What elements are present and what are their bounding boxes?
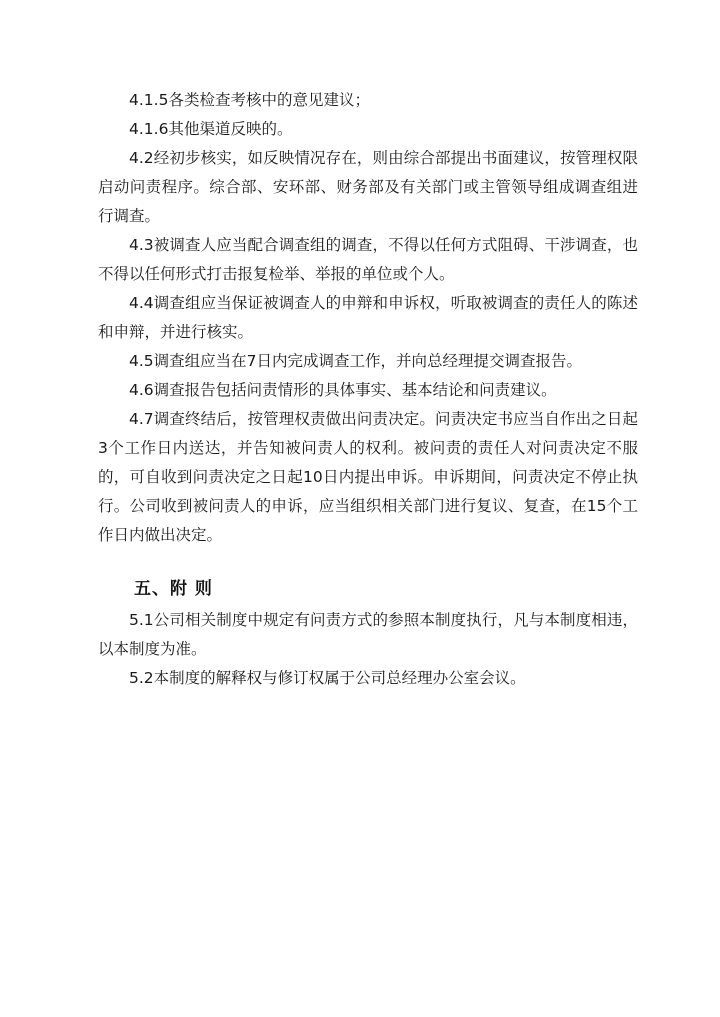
paragraph-4-1-6: 4.1.6其他渠道反映的。 xyxy=(129,120,293,138)
paragraph-4-2: 4.2经初步核实，如反映情况存在，则由综合部提出书面建议，按管理权限启动问责程序。综合部、安环部、财务部及有关部门或主管领导组成调查组进行调查。 xyxy=(98,149,638,225)
paragraph-4-1-5: 4.1.5各类检查考核中的意见建议； xyxy=(129,91,370,109)
paragraph-4-3: 4.3被调查人应当配合调查组的调查，不得以任何方式阻碍、干涉调查，也不得以任何形式打击报复检举、举报的单位或个人。 xyxy=(98,236,638,283)
paragraph-5-1: 5.1公司相关制度中规定有问责方式的参照本制度执行，凡与本制度相违，以本制度为准。 xyxy=(98,611,638,658)
paragraph-4-5: 4.5调查组应当在7日内完成调查工作，并向总经理提交调查报告。 xyxy=(129,352,583,370)
paragraph-4-7: 4.7调查终结后，按管理权责做出问责决定。问责决定书应当自作出之日起3个工作日内送达，并告知被问责人的权利。被问责的责任人对问责决定不服的，可自收到问责决定之日起10日内提出申诉。申诉期间，问责决定不停止执行。公司收到被问责人的申诉，应当组织相关部门进行复议、复查，在15个工作日内做出决定。 xyxy=(98,410,638,544)
paragraph-4-4: 4.4调查组应当保证被调查人的申辩和申诉权，听取被调查的责任人的陈述和申辩，并进行核实。 xyxy=(98,294,638,341)
section-5-heading: 五、附 则 xyxy=(134,579,213,599)
paragraph-5-2: 5.2本制度的解释权与修订权属于公司总经理办公室会议。 xyxy=(129,669,526,687)
document-body xyxy=(98,86,638,693)
paragraph-4-6: 4.6调查报告包括问责情形的具体事实、基本结论和问责建议。 xyxy=(129,381,557,399)
